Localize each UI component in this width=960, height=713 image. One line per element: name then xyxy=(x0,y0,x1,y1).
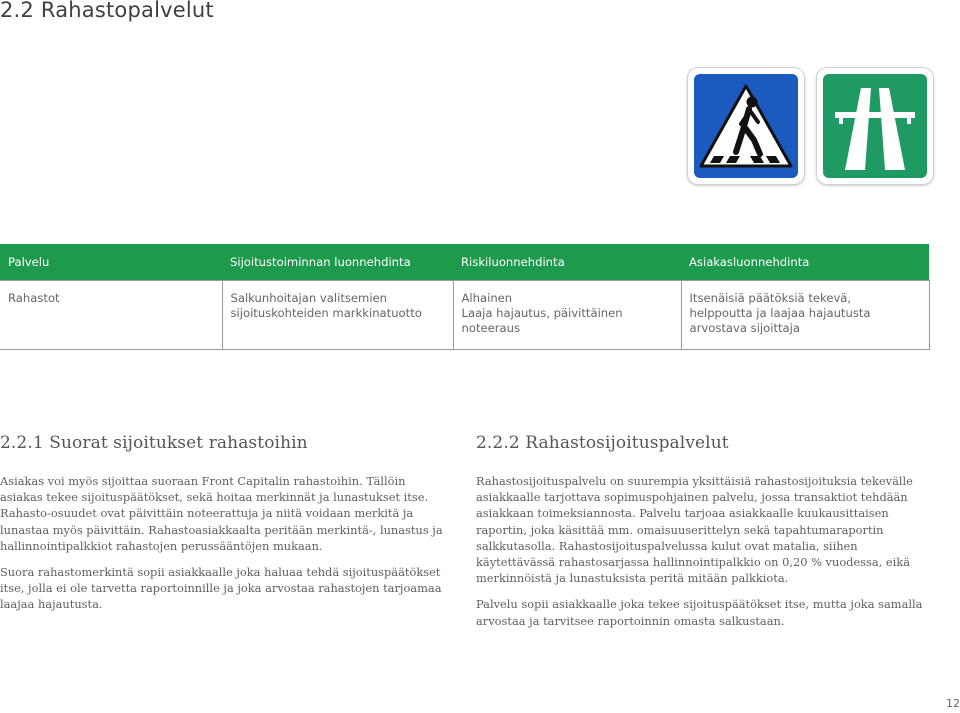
cell-palvelu xyxy=(0,281,222,350)
pedestrian-crossing-graphic xyxy=(694,74,798,178)
table-row xyxy=(0,281,929,350)
cell-riski xyxy=(453,281,681,350)
header-asiakas: Asiakasluonnehdinta xyxy=(681,244,929,281)
cell-asiakas xyxy=(681,281,929,350)
paragraph: Palvelu sopii asiakkaalle joka tekee sijoituspäätökset itse, mutta joka samalla arvostaa ja tarvitsee raportoinnin omasta salkustaan. xyxy=(476,597,923,628)
header-palvelu: Palvelu xyxy=(0,244,222,281)
section-heading: 2.2.2 Rahastosijoituspalvelut xyxy=(476,433,729,453)
paragraph: Suora rahastomerkintä sopii asiakkaalle joka haluaa tehdä sijoituspäätökset itse, jolla ei ole tarvetta raportoinnille ja joka arvostaa rahastojen tarjoamaa laajaa hajautusta. xyxy=(0,565,442,612)
service-table xyxy=(0,244,930,350)
pedestrian-crossing-sign-icon xyxy=(688,68,804,184)
page-title: 2.2 Rahastopalvelut xyxy=(0,0,214,22)
section-suorat-sijoitukset xyxy=(0,433,445,623)
cell-line: Laaja hajautus, päivittäinen xyxy=(461,306,623,320)
cell-line: noteeraus xyxy=(461,321,521,335)
paragraph: Rahastosijoituspalvelu on suurempia yksittäisiä rahastosijoituksia tekevälle asiakkaalle tarjottava sopimuspohjainen palvelu, jossa transaktiot tehdään asiakkaan toimeksiannosta. Palvelu tarjoaa asiakkaalle kuukausittaisen raportin, joka käsittää mm. omaisuuserittelyn sekä tapahtumaraportin salkkutasolla. Rahastosijoituspalvelussa kulut ovat matalia, siihen käytettävässä rahastosarjassa hallinnointipalkkio on 0,20 % vuodessa, eikä merkinnöistä ja lunastuksista peritä mitään palkkiota. xyxy=(476,474,913,586)
motorway-graphic xyxy=(823,74,927,178)
section-rahastosijoituspalvelut xyxy=(476,433,926,639)
cell-line: arvostava sijoittaja xyxy=(689,321,800,335)
header-sijoitustoiminta: Sijoitustoiminnan luonnehdinta xyxy=(222,244,453,281)
table-header-row xyxy=(0,244,929,281)
header-riski: Riskiluonnehdinta xyxy=(453,244,681,281)
cell-sijoitustoiminta xyxy=(222,281,453,350)
cell-line: sijoituskohteiden markkinatuotto xyxy=(230,306,422,320)
paragraph: Asiakas voi myös sijoittaa suoraan Front Capitalin rahastoihin. Tällöin asiakas tekee sijoituspäätökset, sekä hoitaa merkinnät ja lunastukset itse. Rahasto-osuudet ovat päivittäin noteerattuja ja niitä voidaan merkitä ja lunastaa myös päivittäin. Rahastoasiakkaalta peritään merkintä-, lunastus ja hallinnointipalkkiot rahastojen perussääntöjen mukaan. xyxy=(0,474,443,553)
cell-line: helppoutta ja laajaa hajautusta xyxy=(689,306,871,320)
cell-line: Salkunhoitajan valitsemien xyxy=(230,291,388,305)
cell-line: Alhainen xyxy=(461,291,513,305)
cell-line: Itsenäisiä päätöksiä tekevä, xyxy=(689,291,852,305)
page-number: 12 xyxy=(946,697,960,710)
section-heading: 2.2.1 Suorat sijoitukset rahastoihin xyxy=(0,433,308,453)
traffic-signs xyxy=(688,68,936,184)
cell-text: Rahastot xyxy=(8,291,60,305)
motorway-sign-icon xyxy=(817,68,933,184)
